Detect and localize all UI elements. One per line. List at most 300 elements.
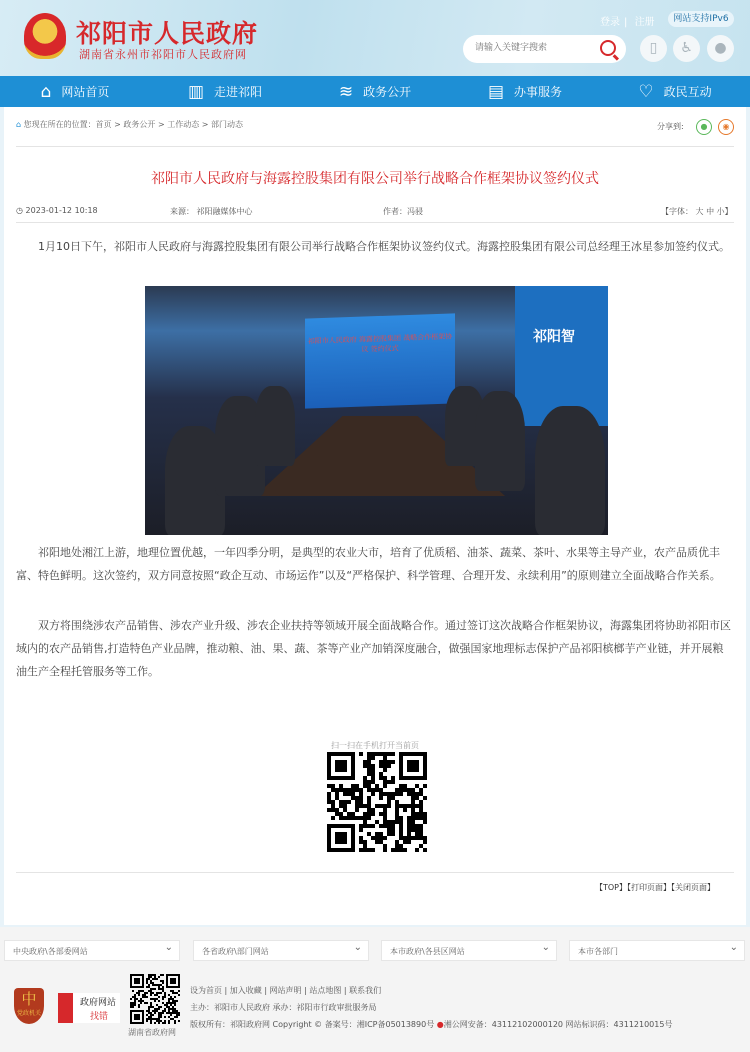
qr-module <box>152 978 154 980</box>
qr-module <box>327 792 331 796</box>
qr-module <box>162 982 164 984</box>
qr-module <box>178 976 180 978</box>
qr-module <box>399 824 403 828</box>
qr-module <box>174 1022 176 1024</box>
qr-module <box>351 844 355 848</box>
qr-module <box>172 998 174 1000</box>
qr-module <box>168 998 170 1000</box>
qr-module <box>343 752 347 756</box>
qr-module <box>178 990 180 992</box>
qr-module <box>351 784 355 788</box>
qr-module <box>162 974 164 976</box>
qr-module <box>347 800 351 804</box>
qr-module <box>351 832 355 836</box>
qr-module <box>387 792 391 796</box>
qr-module <box>138 1010 140 1012</box>
qr-module <box>415 792 419 796</box>
qr-module <box>359 816 363 820</box>
qr-module <box>387 800 391 804</box>
login-link[interactable]: 登录 <box>600 17 620 28</box>
qr-module <box>355 804 359 808</box>
qr-module <box>154 1018 156 1020</box>
qr-module <box>158 1014 160 1016</box>
qr-module <box>172 980 174 982</box>
qr-module <box>142 984 144 986</box>
qr-module <box>371 808 375 812</box>
search-box <box>463 35 626 63</box>
qr-module <box>142 976 144 978</box>
qr-module <box>415 752 419 756</box>
qr-module <box>178 1014 180 1016</box>
crumb-gov[interactable]: 政务公开 <box>123 120 156 129</box>
qr-module <box>166 976 168 978</box>
gov-site-error-report[interactable]: 政府网站 找错 <box>58 993 120 1023</box>
qr-module <box>130 1006 132 1008</box>
qr-module <box>339 768 343 772</box>
qr-module <box>136 1014 138 1016</box>
site-title[interactable]: 祁阳市人民政府 <box>76 19 259 48</box>
qr-module <box>339 784 343 788</box>
qr-module <box>136 974 138 976</box>
qr-module <box>399 820 403 824</box>
qr-module <box>359 836 363 840</box>
qr-module <box>391 796 395 800</box>
qr-module <box>379 812 383 816</box>
qr-module <box>154 988 156 990</box>
qr-module <box>154 1012 156 1014</box>
qr-module <box>415 768 419 772</box>
qr-module <box>363 784 367 788</box>
qr-module <box>158 1018 160 1020</box>
qr-module <box>399 844 403 848</box>
qr-module <box>136 1016 138 1018</box>
share-label: 分享到: <box>657 122 684 131</box>
qr-module <box>146 978 148 980</box>
qr-module <box>383 808 387 812</box>
qr-module <box>176 974 178 976</box>
qr-module <box>327 756 331 760</box>
qr-module <box>339 832 343 836</box>
qr-module <box>347 848 351 852</box>
qr-module <box>168 1006 170 1008</box>
qr-module <box>136 982 138 984</box>
qr-module <box>172 974 174 976</box>
qr-module <box>146 992 148 994</box>
qr-module <box>339 812 343 816</box>
qr-module <box>399 792 403 796</box>
qr-module <box>170 1002 172 1004</box>
qr-module <box>347 776 351 780</box>
qr-module <box>170 996 172 998</box>
qr-module <box>150 990 152 992</box>
qr-module <box>331 752 335 756</box>
qr-module <box>132 1002 134 1004</box>
qr-module <box>371 772 375 776</box>
article-author: 作者：冯骎 <box>383 207 423 216</box>
qr-module <box>339 816 343 820</box>
qr-module <box>383 836 387 840</box>
qr-module <box>172 990 174 992</box>
qr-module <box>150 998 152 1000</box>
qr-module <box>174 980 176 982</box>
qr-module <box>148 1010 150 1012</box>
qr-module <box>415 760 419 764</box>
province-gov-select[interactable]: 各省政府\部门网站 ⌄ <box>193 940 369 961</box>
qr-module <box>399 816 403 820</box>
county-gov-select[interactable]: 本市政府\各县区网站 ⌄ <box>381 940 557 961</box>
qr-module <box>335 840 339 844</box>
qr-module <box>367 848 371 852</box>
city-dept-select[interactable]: 本市各部门 ⌄ <box>569 940 745 961</box>
qr-module <box>383 756 387 760</box>
qr-module <box>419 832 423 836</box>
qr-module <box>152 1014 154 1016</box>
qr-module <box>371 792 375 796</box>
qr-module <box>144 996 146 998</box>
qr-module <box>423 836 427 840</box>
qr-module <box>158 984 160 986</box>
qr-module <box>148 1008 150 1010</box>
qr-module <box>423 768 427 772</box>
qr-module <box>371 788 375 792</box>
qr-module <box>176 1014 178 1016</box>
qr-module <box>407 768 411 772</box>
qr-module <box>383 804 387 808</box>
qr-module <box>347 824 351 828</box>
qr-module <box>132 1010 134 1012</box>
qr-module <box>411 808 415 812</box>
qr-module <box>403 752 407 756</box>
qr-module <box>411 788 415 792</box>
qr-module <box>347 792 351 796</box>
qr-module <box>174 1004 176 1006</box>
qr-module <box>383 820 387 824</box>
accessibility-icon[interactable]: ♿ <box>673 35 700 62</box>
qr-module <box>130 1012 132 1014</box>
qr-module <box>160 1020 162 1022</box>
qr-module <box>367 784 371 788</box>
qr-module <box>343 816 347 820</box>
qr-module <box>363 776 367 780</box>
qr-module <box>154 984 156 986</box>
qr-module <box>178 978 180 980</box>
qr-module <box>174 1002 176 1004</box>
qr-module <box>403 840 407 844</box>
qr-module <box>399 768 403 772</box>
qr-module <box>132 1006 134 1008</box>
qr-module <box>174 1000 176 1002</box>
qr-module <box>150 1022 152 1024</box>
qr-module <box>148 1012 150 1014</box>
qr-module <box>375 820 379 824</box>
qr-module <box>359 752 363 756</box>
qr-module <box>174 978 176 980</box>
qr-module <box>355 800 359 804</box>
qr-module <box>174 974 176 976</box>
qr-module <box>415 848 419 852</box>
qr-module <box>154 976 156 978</box>
qr-module <box>166 1006 168 1008</box>
qr-module <box>407 828 411 832</box>
qr-module <box>335 812 339 816</box>
qr-module <box>172 1000 174 1002</box>
mobile-icon[interactable]: ▯ <box>640 35 667 62</box>
qr-module <box>367 824 371 828</box>
qr-module <box>343 840 347 844</box>
qr-module <box>148 1006 150 1008</box>
qr-module <box>132 974 134 976</box>
qr-module <box>387 824 391 828</box>
qr-module <box>158 1000 160 1002</box>
central-gov-select[interactable]: 中央政府\各部委网站 ⌄ <box>4 940 180 961</box>
qr-module <box>172 992 174 994</box>
qr-module <box>134 1016 136 1018</box>
qr-module <box>411 824 415 828</box>
qr-module <box>335 792 339 796</box>
qr-module <box>411 836 415 840</box>
qr-module <box>142 1016 144 1018</box>
qr-module <box>343 832 347 836</box>
qr-module <box>387 780 391 784</box>
close-link[interactable]: 【关闭页面】 <box>671 883 716 892</box>
qr-module <box>419 824 423 828</box>
qr-module <box>176 1000 178 1002</box>
qr-module <box>355 808 359 812</box>
qr-module <box>136 992 138 994</box>
qr-module <box>327 828 331 832</box>
qr-module <box>367 764 371 768</box>
nav-about[interactable]: ▥ 走进祁阳 <box>187 81 263 102</box>
nav-services[interactable]: ▤ 办事服务 <box>487 81 563 102</box>
qr-module <box>156 992 158 994</box>
qr-module <box>160 988 162 990</box>
qr-module <box>387 764 391 768</box>
qr-module <box>162 980 164 982</box>
qr-module <box>162 996 164 998</box>
qr-module <box>130 1004 132 1006</box>
site-subtitle: 湖南省永州市祁阳市人民政府网 <box>79 48 247 61</box>
qr-module <box>156 1010 158 1012</box>
qr-module <box>419 800 423 804</box>
qr-module <box>419 808 423 812</box>
qr-module <box>160 974 162 976</box>
qr-module <box>351 772 355 776</box>
qr-module <box>138 1022 140 1024</box>
qr-module <box>423 772 427 776</box>
qr-module <box>134 1022 136 1024</box>
police-badge-icon: ● <box>436 1020 444 1029</box>
nav-home[interactable]: ⌂ 网站首页 <box>40 81 110 102</box>
qr-module <box>391 760 395 764</box>
qr-module <box>367 780 371 784</box>
party-gov-emblem-icon: 中 <box>21 990 37 1008</box>
qr-module <box>331 776 335 780</box>
qr-module <box>419 812 423 816</box>
qr-module <box>359 800 363 804</box>
qr-module <box>172 1012 174 1014</box>
main-nav <box>0 76 750 107</box>
qr-module <box>152 984 154 986</box>
qr-module <box>136 980 138 982</box>
qr-module <box>335 836 339 840</box>
qr-module <box>419 752 423 756</box>
qr-module <box>379 840 383 844</box>
qr-module <box>154 1022 156 1024</box>
qr-module <box>419 836 423 840</box>
crumb-home[interactable]: 首页 <box>95 120 112 129</box>
qr-module <box>172 1010 174 1012</box>
qr-module <box>415 804 419 808</box>
qr-module <box>134 982 136 984</box>
search-input[interactable] <box>475 42 595 52</box>
qr-module <box>407 752 411 756</box>
qr-module <box>158 1020 160 1022</box>
qr-module <box>387 760 391 764</box>
qr-module <box>150 992 152 994</box>
qr-module <box>363 840 367 844</box>
qr-module <box>160 980 162 982</box>
qr-module <box>166 1002 168 1004</box>
qr-label: 扫一扫在手机打开当前页 <box>331 741 419 750</box>
qr-module <box>387 820 391 824</box>
qr-module <box>331 788 335 792</box>
qr-module <box>367 772 371 776</box>
qr-module <box>148 1016 150 1018</box>
qr-module <box>174 982 176 984</box>
qr-module <box>172 986 174 988</box>
qr-module <box>164 1022 166 1024</box>
handshake-icon: ♡ <box>638 81 654 102</box>
qr-module <box>379 796 383 800</box>
qr-module <box>152 998 154 1000</box>
qr-module <box>138 1016 140 1018</box>
qr-module <box>146 1020 148 1022</box>
qr-module <box>335 752 339 756</box>
qr-module <box>150 980 152 982</box>
qr-module <box>142 1018 144 1020</box>
qr-module <box>130 1010 132 1012</box>
qr-module <box>130 998 132 1000</box>
qr-module <box>407 764 411 768</box>
footer-links[interactable]: 设为首页 | 加入收藏 | 网站声明 | 站点地图 | 联系我们 <box>190 986 382 995</box>
qr-module <box>158 1016 160 1018</box>
qr-module <box>367 812 371 816</box>
qr-module <box>399 772 403 776</box>
crumb-dept[interactable]: 部门动态 <box>211 120 244 129</box>
wechat-share-icon[interactable]: ● <box>696 119 712 135</box>
qr-module <box>351 824 355 828</box>
qr-module <box>170 1008 172 1010</box>
qr-module <box>411 776 415 780</box>
footer-copyright: 版权所有：祁阳政府网 Copyright © 备案号：湘ICP备05013890号 ●湘公网安备：43112102000120 网站标识码：4311210015号 <box>190 1020 673 1029</box>
qr-module <box>383 768 387 772</box>
qr-module <box>399 804 403 808</box>
font-size-switch[interactable]: 【字体： 大 中 小】 <box>661 207 733 216</box>
qr-module <box>166 982 168 984</box>
qr-module <box>327 836 331 840</box>
qr-module <box>351 848 355 852</box>
qr-module <box>327 840 331 844</box>
top-link[interactable]: 【TOP】 <box>595 883 628 892</box>
qr-module <box>351 836 355 840</box>
qr-module <box>415 828 419 832</box>
qr-module <box>423 848 427 852</box>
qr-module <box>142 1020 144 1022</box>
print-link[interactable]: 【打印页面】 <box>627 883 672 892</box>
qr-module <box>140 1010 142 1012</box>
qr-module <box>136 978 138 980</box>
wechat-icon[interactable]: ● <box>707 35 734 62</box>
qr-module <box>327 764 331 768</box>
weibo-share-icon[interactable]: ◉ <box>718 119 734 135</box>
qr-module <box>138 974 140 976</box>
qr-module <box>168 1000 170 1002</box>
qr-module <box>379 824 383 828</box>
qr-module <box>407 788 411 792</box>
qr-module <box>403 776 407 780</box>
qr-module <box>423 796 427 800</box>
search-icon[interactable] <box>600 40 616 56</box>
qr-module <box>375 752 379 756</box>
qr-module <box>150 1006 152 1008</box>
qr-module <box>359 824 363 828</box>
qr-module <box>134 994 136 996</box>
qr-module <box>140 974 142 976</box>
qr-module <box>339 752 343 756</box>
qr-module <box>132 1004 134 1006</box>
qr-module <box>335 788 339 792</box>
qr-module <box>339 764 343 768</box>
qr-module <box>130 1016 132 1018</box>
qr-module <box>423 752 427 756</box>
qr-module <box>335 796 339 800</box>
qr-module <box>387 804 391 808</box>
qr-module <box>144 994 146 996</box>
qr-module <box>152 988 154 990</box>
qr-module <box>158 1006 160 1008</box>
qr-module <box>164 1010 166 1012</box>
qr-module <box>138 982 140 984</box>
qr-module <box>150 1018 152 1020</box>
qr-module <box>363 844 367 848</box>
qr-module <box>339 848 343 852</box>
qr-module <box>142 982 144 984</box>
qr-module <box>136 986 138 988</box>
qr-module <box>395 800 399 804</box>
qr-module <box>347 816 351 820</box>
nav-interaction[interactable]: ♡ 政民互动 <box>638 81 712 102</box>
qr-module <box>347 752 351 756</box>
qr-module <box>411 820 415 824</box>
qr-module <box>150 1014 152 1016</box>
qr-module <box>371 824 375 828</box>
qr-module <box>343 824 347 828</box>
crumb-work[interactable]: 工作动态 <box>167 120 200 129</box>
qr-module <box>156 984 158 986</box>
qr-module <box>339 840 343 844</box>
register-link[interactable]: 注册 <box>634 17 655 28</box>
qr-module <box>411 804 415 808</box>
party-gov-badge[interactable] <box>14 988 44 1024</box>
qr-module <box>343 836 347 840</box>
ipv6-badge: 网站支持IPv6 <box>668 11 734 27</box>
nav-gov-affairs[interactable]: ≋ 政务公开 <box>338 81 412 102</box>
qr-module <box>391 848 395 852</box>
qr-module <box>371 756 375 760</box>
qr-module <box>150 982 152 984</box>
qr-module <box>154 974 156 976</box>
qr-module <box>363 764 367 768</box>
